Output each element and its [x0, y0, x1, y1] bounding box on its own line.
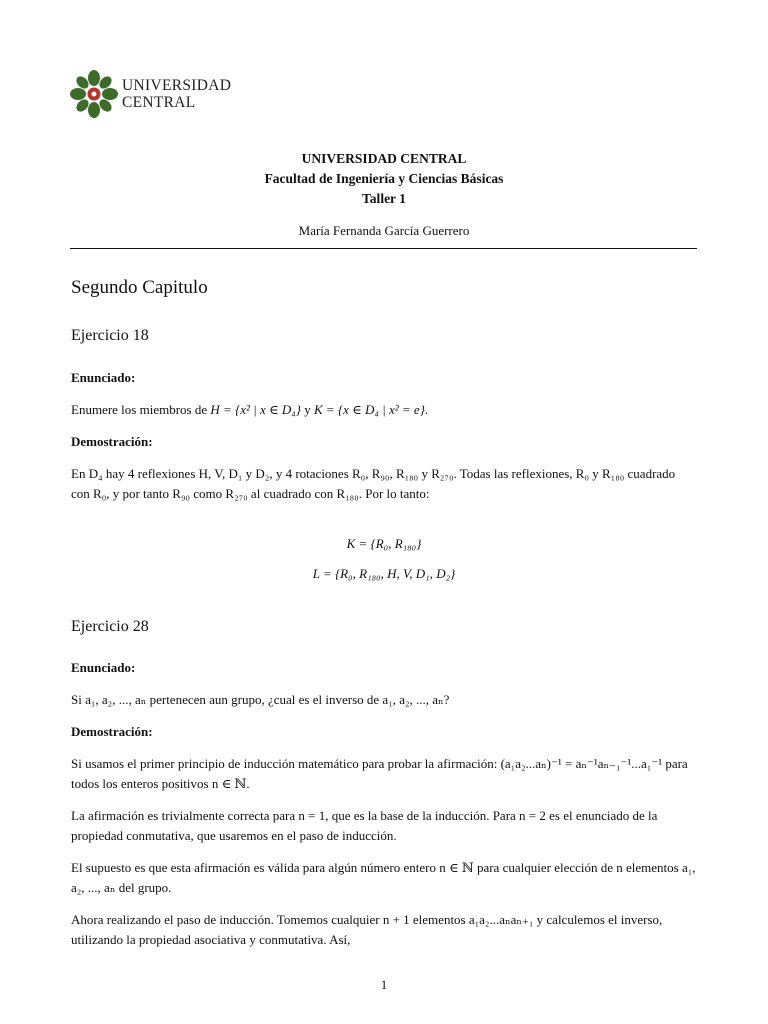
chapter-title: Segundo Capitulo	[71, 277, 208, 298]
ex18-enunciado-mid: y	[300, 402, 314, 417]
page-number: 1	[380, 977, 388, 992]
header-workshop: Taller 1	[362, 191, 406, 206]
ex18-demo-text: En D₄ hay 4 reflexiones H, V, D₁ y D₂, y 4 rotaciones R₀, R₉₀, R₁₈₀ y R₂₇₀. Todas las reflexiones, R₀ y R₁₈₀ cuadrado con R₀, y por tanto R₉₀ como R₂₇₀ al cuadrado con R₁₈₀. Por lo tanto:	[71, 466, 676, 501]
header-faculty: Facultad de Ingeniería y Ciencias Básicas	[264, 171, 504, 186]
logo-line-1: UNIVERSIDAD	[122, 77, 232, 94]
ex18-set-k: K = {x ∈ D₄ | x² = e}	[313, 402, 425, 417]
ex18-enunciado-post: .	[424, 402, 429, 417]
ex28-enunciado-text: Si a₁, a₂, ..., aₙ pertenecen aun grupo, ¿cual es el inverso de a₁, a₂, ..., aₙ?	[71, 692, 450, 707]
ex28-paragraph-2: La afirmación es trivialmente correcta para n = 1, que es la base de la inducción. Para n = 2 es el enunciado de la propiedad conmutativa, que usaremos en el paso de inducción.	[71, 808, 658, 843]
ex28-demo-label: Demostración:	[71, 724, 153, 739]
header-university: UNIVERSIDAD CENTRAL	[301, 151, 467, 166]
header-divider	[70, 248, 697, 249]
ex18-equation-l: L = {R₀, R₁₈₀, H, V, D₁, D₂}	[312, 566, 456, 581]
ex28-paragraph-1: Si usamos el primer principio de inducción matemático para probar la afirmación: (a₁a₂...aₙ)⁻¹ = aₙ⁻¹aₙ₋₁⁻¹...a₁⁻¹ para todos los enteros positivos n ∈ ℕ.	[71, 756, 688, 791]
ex18-equation-k: K = {R₀, R₁₈₀}	[346, 536, 422, 551]
flower-emblem-icon	[70, 70, 118, 118]
university-logo	[70, 70, 231, 118]
logo-wordmark	[122, 77, 231, 111]
ex18-enunciado-text	[71, 400, 697, 420]
ex18-enunciado-pre: Enumere los miembros de	[71, 402, 211, 417]
ex28-paragraph-4: Ahora realizando el paso de inducción. Tomemos cualquier n + 1 elementos a₁a₂...aₙaₙ₊₁ y calculemos el inverso, utilizando la propiedad asociativa y conmutativa. Así,	[71, 912, 663, 947]
ex28-enunciado-label: Enunciado:	[71, 660, 136, 675]
ex18-enunciado-label: Enunciado:	[71, 370, 136, 385]
logo-line-2: CENTRAL	[122, 94, 196, 111]
ex28-paragraph-3: El supuesto es que esta afirmación es válida para algún número entero n ∈ ℕ para cualquier elección de n elementos a₁, a₂, ..., aₙ del grupo.	[71, 860, 696, 895]
exercise-28-title: Ejercicio 28	[71, 618, 149, 635]
exercise-18-title: Ejercicio 18	[71, 327, 149, 344]
header-author: María Fernanda García Guerrero	[298, 223, 470, 238]
ex18-demo-label: Demostración:	[71, 434, 153, 449]
ex18-set-h: H = {x² | x ∈ D₄}	[210, 402, 301, 417]
